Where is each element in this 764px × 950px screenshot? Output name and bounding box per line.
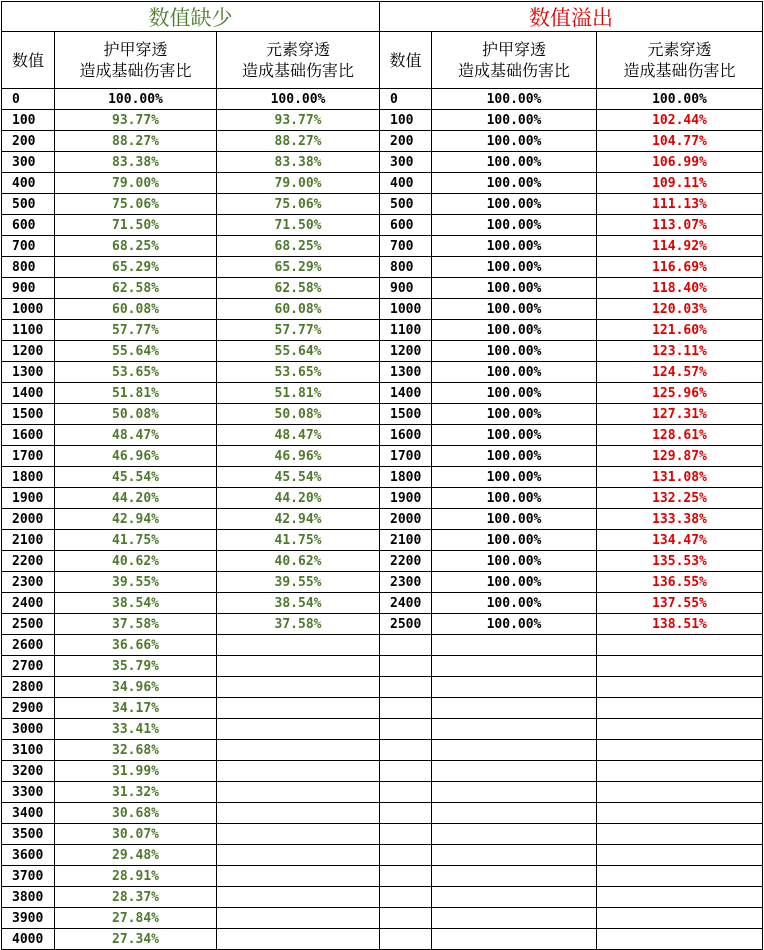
cell-armor-left[interactable]: 31.99% <box>55 761 217 781</box>
table-row <box>1 383 763 404</box>
cell-element-left[interactable]: 79.00% <box>217 173 380 193</box>
cell-value-right[interactable]: 0 <box>380 89 432 109</box>
cell-armor-left[interactable]: 79.00% <box>55 173 217 193</box>
cell-value-right[interactable]: 1600 <box>380 425 432 445</box>
cell-element-right[interactable] <box>597 845 763 865</box>
cell-element-right[interactable]: 138.51% <box>597 614 763 634</box>
cell-element-right[interactable]: 102.44% <box>597 110 763 130</box>
cell-armor-right[interactable] <box>432 782 597 802</box>
cell-value-right[interactable]: 100 <box>380 110 432 130</box>
cell-value-right[interactable]: 2500 <box>380 614 432 634</box>
cell-armor-left[interactable]: 68.25% <box>55 236 217 256</box>
cell-value-left[interactable]: 1400 <box>1 383 55 403</box>
cell-armor-right[interactable] <box>432 803 597 823</box>
cell-value-left[interactable]: 4000 <box>1 929 55 949</box>
table-row <box>1 698 763 719</box>
table-row <box>1 236 763 257</box>
table-row <box>1 509 763 530</box>
cell-value-right[interactable] <box>380 824 432 844</box>
cell-element-left[interactable]: 68.25% <box>217 236 380 256</box>
cell-value-right[interactable]: 200 <box>380 131 432 151</box>
cell-element-right[interactable]: 125.96% <box>597 383 763 403</box>
cell-element-right[interactable]: 133.38% <box>597 509 763 529</box>
cell-value-right[interactable]: 800 <box>380 257 432 277</box>
table-row <box>1 320 763 341</box>
cell-armor-left[interactable]: 31.32% <box>55 782 217 802</box>
cell-value-left[interactable]: 700 <box>1 236 55 256</box>
cell-armor-left[interactable]: 57.77% <box>55 320 217 340</box>
cell-element-left[interactable]: 48.47% <box>217 425 380 445</box>
cell-value-left[interactable]: 2200 <box>1 551 55 571</box>
cell-value-right[interactable] <box>380 635 432 655</box>
cell-value-left[interactable]: 2400 <box>1 593 55 613</box>
cell-armor-left[interactable]: 35.79% <box>55 656 217 676</box>
cell-value-left[interactable]: 3600 <box>1 845 55 865</box>
cell-armor-right[interactable]: 100.00% <box>432 509 597 529</box>
title-row <box>1 1 763 32</box>
cell-armor-right[interactable]: 100.00% <box>432 488 597 508</box>
cell-element-right[interactable] <box>597 761 763 781</box>
cell-value-left[interactable]: 0 <box>1 89 55 109</box>
cell-element-right[interactable] <box>597 887 763 907</box>
cell-element-left[interactable]: 100.00% <box>217 89 380 109</box>
cell-armor-left[interactable]: 83.38% <box>55 152 217 172</box>
table-body <box>1 89 763 950</box>
cell-value-left[interactable]: 3700 <box>1 866 55 886</box>
cell-element-right[interactable]: 131.08% <box>597 467 763 487</box>
cell-element-left[interactable]: 93.77% <box>217 110 380 130</box>
cell-element-left[interactable]: 71.50% <box>217 215 380 235</box>
cell-element-left[interactable] <box>217 719 380 739</box>
cell-armor-left[interactable]: 44.20% <box>55 488 217 508</box>
table-row <box>1 467 763 488</box>
cell-value-left[interactable]: 3300 <box>1 782 55 802</box>
cell-armor-left[interactable]: 41.75% <box>55 530 217 550</box>
cell-element-right[interactable]: 124.57% <box>597 362 763 382</box>
cell-value-right[interactable]: 2000 <box>380 509 432 529</box>
cell-armor-left[interactable]: 29.48% <box>55 845 217 865</box>
cell-armor-right[interactable]: 100.00% <box>432 320 597 340</box>
cell-value-left[interactable]: 2900 <box>1 698 55 718</box>
header-element-left[interactable]: 元素穿透 造成基础伤害比 <box>217 32 380 88</box>
table-row <box>1 593 763 614</box>
cell-value-left[interactable]: 2000 <box>1 509 55 529</box>
penetration-table <box>1 1 763 950</box>
cell-element-left[interactable]: 62.58% <box>217 278 380 298</box>
cell-element-left[interactable] <box>217 656 380 676</box>
cell-value-right[interactable] <box>380 677 432 697</box>
cell-element-right[interactable]: 114.92% <box>597 236 763 256</box>
table-row <box>1 194 763 215</box>
cell-value-left[interactable]: 1500 <box>1 404 55 424</box>
cell-armor-right[interactable]: 100.00% <box>432 89 597 109</box>
cell-value-right[interactable]: 500 <box>380 194 432 214</box>
cell-element-right[interactable] <box>597 908 763 928</box>
cell-element-left[interactable]: 53.65% <box>217 362 380 382</box>
cell-element-right[interactable]: 118.40% <box>597 278 763 298</box>
table-row <box>1 845 763 866</box>
cell-element-left[interactable]: 75.06% <box>217 194 380 214</box>
cell-value-right[interactable] <box>380 740 432 760</box>
header-armor-right[interactable]: 护甲穿透 造成基础伤害比 <box>432 32 597 88</box>
cell-value-left[interactable]: 100 <box>1 110 55 130</box>
cell-armor-left[interactable]: 55.64% <box>55 341 217 361</box>
cell-armor-right[interactable]: 100.00% <box>432 362 597 382</box>
table-row <box>1 719 763 740</box>
cell-armor-right[interactable]: 100.00% <box>432 383 597 403</box>
table-row <box>1 635 763 656</box>
cell-value-left[interactable]: 2700 <box>1 656 55 676</box>
cell-element-left[interactable]: 65.29% <box>217 257 380 277</box>
table-row <box>1 530 763 551</box>
table-row <box>1 761 763 782</box>
cell-armor-right[interactable]: 100.00% <box>432 278 597 298</box>
cell-element-right[interactable] <box>597 929 763 949</box>
cell-value-right[interactable]: 600 <box>380 215 432 235</box>
cell-element-right[interactable] <box>597 740 763 760</box>
cell-element-left[interactable] <box>217 929 380 949</box>
table-row <box>1 404 763 425</box>
table-row <box>1 131 763 152</box>
cell-value-right[interactable] <box>380 698 432 718</box>
cell-value-left[interactable]: 2300 <box>1 572 55 592</box>
cell-value-right[interactable]: 1800 <box>380 467 432 487</box>
cell-element-left[interactable]: 41.75% <box>217 530 380 550</box>
cell-value-right[interactable] <box>380 845 432 865</box>
table-row <box>1 362 763 383</box>
cell-element-left[interactable] <box>217 635 380 655</box>
cell-element-left[interactable] <box>217 908 380 928</box>
cell-element-right[interactable]: 104.77% <box>597 131 763 151</box>
cell-value-left[interactable]: 2800 <box>1 677 55 697</box>
cell-armor-left[interactable]: 45.54% <box>55 467 217 487</box>
cell-armor-right[interactable] <box>432 824 597 844</box>
cell-value-left[interactable]: 300 <box>1 152 55 172</box>
cell-armor-right[interactable]: 100.00% <box>432 467 597 487</box>
cell-element-right[interactable] <box>597 635 763 655</box>
cell-value-right[interactable]: 2300 <box>380 572 432 592</box>
cell-armor-right[interactable]: 100.00% <box>432 593 597 613</box>
cell-element-right[interactable]: 128.61% <box>597 425 763 445</box>
cell-armor-right[interactable]: 100.00% <box>432 110 597 130</box>
cell-armor-left[interactable]: 28.91% <box>55 866 217 886</box>
cell-value-right[interactable] <box>380 761 432 781</box>
cell-element-left[interactable]: 55.64% <box>217 341 380 361</box>
cell-armor-right[interactable]: 100.00% <box>432 173 597 193</box>
cell-armor-left[interactable]: 50.08% <box>55 404 217 424</box>
table-row <box>1 173 763 194</box>
cell-armor-right[interactable]: 100.00% <box>432 404 597 424</box>
table-row <box>1 866 763 887</box>
table-row <box>1 929 763 950</box>
table-row <box>1 446 763 467</box>
cell-armor-right[interactable] <box>432 740 597 760</box>
cell-value-left[interactable]: 400 <box>1 173 55 193</box>
cell-value-right[interactable]: 2200 <box>380 551 432 571</box>
cell-armor-left[interactable]: 46.96% <box>55 446 217 466</box>
cell-armor-left[interactable]: 34.96% <box>55 677 217 697</box>
cell-armor-left[interactable]: 48.47% <box>55 425 217 445</box>
cell-value-right[interactable]: 1000 <box>380 299 432 319</box>
cell-value-right[interactable] <box>380 803 432 823</box>
cell-armor-left[interactable]: 40.62% <box>55 551 217 571</box>
cell-value-left[interactable]: 1600 <box>1 425 55 445</box>
cell-element-right[interactable]: 109.11% <box>597 173 763 193</box>
cell-armor-left[interactable]: 32.68% <box>55 740 217 760</box>
cell-element-right[interactable]: 127.31% <box>597 404 763 424</box>
cell-armor-right[interactable]: 100.00% <box>432 299 597 319</box>
cell-element-right[interactable] <box>597 803 763 823</box>
cell-armor-left[interactable]: 33.41% <box>55 719 217 739</box>
table-row <box>1 824 763 845</box>
cell-value-left[interactable]: 900 <box>1 278 55 298</box>
cell-element-left[interactable]: 38.54% <box>217 593 380 613</box>
cell-armor-right[interactable]: 100.00% <box>432 152 597 172</box>
cell-armor-right[interactable] <box>432 677 597 697</box>
cell-element-left[interactable] <box>217 887 380 907</box>
cell-armor-left[interactable]: 75.06% <box>55 194 217 214</box>
cell-element-left[interactable] <box>217 677 380 697</box>
cell-value-right[interactable]: 900 <box>380 278 432 298</box>
table-row <box>1 656 763 677</box>
cell-armor-right[interactable] <box>432 719 597 739</box>
cell-value-right[interactable]: 1200 <box>380 341 432 361</box>
cell-element-left[interactable]: 42.94% <box>217 509 380 529</box>
cell-element-right[interactable]: 135.53% <box>597 551 763 571</box>
cell-value-left[interactable]: 1300 <box>1 362 55 382</box>
table-row <box>1 341 763 362</box>
cell-armor-right[interactable] <box>432 656 597 676</box>
cell-value-right[interactable]: 1100 <box>380 320 432 340</box>
cell-element-left[interactable]: 88.27% <box>217 131 380 151</box>
cell-value-right[interactable]: 1900 <box>380 488 432 508</box>
cell-value-left[interactable]: 600 <box>1 215 55 235</box>
cell-value-right[interactable] <box>380 782 432 802</box>
cell-armor-right[interactable] <box>432 887 597 907</box>
cell-value-left[interactable]: 3400 <box>1 803 55 823</box>
table-row <box>1 278 763 299</box>
table-row <box>1 908 763 929</box>
cell-element-right[interactable]: 116.69% <box>597 257 763 277</box>
cell-element-right[interactable]: 100.00% <box>597 89 763 109</box>
cell-element-right[interactable]: 111.13% <box>597 194 763 214</box>
cell-armor-left[interactable]: 65.29% <box>55 257 217 277</box>
cell-value-left[interactable]: 1100 <box>1 320 55 340</box>
cell-element-left[interactable]: 83.38% <box>217 152 380 172</box>
cell-element-left[interactable] <box>217 824 380 844</box>
cell-armor-right[interactable] <box>432 761 597 781</box>
cell-value-left[interactable]: 1800 <box>1 467 55 487</box>
cell-armor-right[interactable]: 100.00% <box>432 425 597 445</box>
overflow-title[interactable]: 数值溢出 <box>380 2 763 31</box>
table-row <box>1 551 763 572</box>
cell-element-left[interactable] <box>217 761 380 781</box>
cell-element-right[interactable]: 129.87% <box>597 446 763 466</box>
cell-armor-left[interactable]: 38.54% <box>55 593 217 613</box>
cell-value-left[interactable]: 2500 <box>1 614 55 634</box>
table-row <box>1 89 763 110</box>
cell-value-right[interactable]: 2400 <box>380 593 432 613</box>
cell-value-left[interactable]: 3000 <box>1 719 55 739</box>
cell-armor-right[interactable]: 100.00% <box>432 446 597 466</box>
cell-value-right[interactable]: 1700 <box>380 446 432 466</box>
cell-armor-right[interactable]: 100.00% <box>432 236 597 256</box>
cell-element-left[interactable] <box>217 740 380 760</box>
cell-element-left[interactable] <box>217 866 380 886</box>
cell-value-right[interactable]: 1500 <box>380 404 432 424</box>
cell-value-right[interactable]: 300 <box>380 152 432 172</box>
cell-armor-right[interactable]: 100.00% <box>432 257 597 277</box>
cell-armor-right[interactable]: 100.00% <box>432 551 597 571</box>
cell-element-right[interactable]: 123.11% <box>597 341 763 361</box>
cell-value-left[interactable]: 2100 <box>1 530 55 550</box>
cell-element-right[interactable]: 106.99% <box>597 152 763 172</box>
cell-element-left[interactable] <box>217 845 380 865</box>
cell-armor-left[interactable]: 28.37% <box>55 887 217 907</box>
cell-element-left[interactable]: 44.20% <box>217 488 380 508</box>
table-row <box>1 887 763 908</box>
table-row <box>1 572 763 593</box>
table-row <box>1 488 763 509</box>
cell-armor-right[interactable]: 100.00% <box>432 572 597 592</box>
header-value-right[interactable]: 数值 <box>380 32 432 88</box>
cell-value-left[interactable]: 3200 <box>1 761 55 781</box>
cell-value-left[interactable]: 3800 <box>1 887 55 907</box>
cell-value-left[interactable]: 1200 <box>1 341 55 361</box>
cell-armor-left[interactable]: 100.00% <box>55 89 217 109</box>
cell-value-right[interactable] <box>380 929 432 949</box>
cell-value-left[interactable]: 3900 <box>1 908 55 928</box>
deficit-title[interactable]: 数值缺少 <box>1 2 380 31</box>
cell-armor-right[interactable] <box>432 929 597 949</box>
cell-value-left[interactable]: 1700 <box>1 446 55 466</box>
cell-value-right[interactable] <box>380 908 432 928</box>
cell-armor-left[interactable]: 60.08% <box>55 299 217 319</box>
cell-armor-right[interactable]: 100.00% <box>432 614 597 634</box>
table-row <box>1 215 763 236</box>
cell-element-right[interactable] <box>597 824 763 844</box>
header-value-left[interactable]: 数值 <box>1 32 55 88</box>
table-row <box>1 803 763 824</box>
cell-armor-right[interactable]: 100.00% <box>432 341 597 361</box>
cell-value-left[interactable]: 200 <box>1 131 55 151</box>
table-row <box>1 677 763 698</box>
table-row <box>1 110 763 131</box>
cell-element-right[interactable] <box>597 677 763 697</box>
cell-armor-left[interactable]: 93.77% <box>55 110 217 130</box>
cell-armor-left[interactable]: 42.94% <box>55 509 217 529</box>
cell-value-left[interactable]: 2600 <box>1 635 55 655</box>
cell-value-right[interactable]: 1400 <box>380 383 432 403</box>
cell-element-right[interactable] <box>597 698 763 718</box>
cell-element-left[interactable]: 46.96% <box>217 446 380 466</box>
cell-armor-right[interactable] <box>432 635 597 655</box>
table-row <box>1 152 763 173</box>
cell-armor-left[interactable]: 53.65% <box>55 362 217 382</box>
table-row <box>1 257 763 278</box>
cell-value-right[interactable]: 1300 <box>380 362 432 382</box>
cell-element-left[interactable]: 45.54% <box>217 467 380 487</box>
table-row <box>1 614 763 635</box>
cell-armor-left[interactable]: 71.50% <box>55 215 217 235</box>
cell-value-right[interactable]: 700 <box>380 236 432 256</box>
cell-element-right[interactable] <box>597 719 763 739</box>
cell-element-left[interactable]: 50.08% <box>217 404 380 424</box>
cell-value-right[interactable] <box>380 719 432 739</box>
cell-armor-left[interactable]: 27.34% <box>55 929 217 949</box>
cell-element-right[interactable]: 136.55% <box>597 572 763 592</box>
cell-element-right[interactable]: 137.55% <box>597 593 763 613</box>
cell-element-right[interactable]: 132.25% <box>597 488 763 508</box>
cell-element-left[interactable]: 39.55% <box>217 572 380 592</box>
cell-armor-right[interactable]: 100.00% <box>432 194 597 214</box>
cell-value-right[interactable] <box>380 887 432 907</box>
header-row <box>1 32 763 89</box>
cell-armor-right[interactable] <box>432 698 597 718</box>
table-row <box>1 740 763 761</box>
cell-element-right[interactable]: 121.60% <box>597 320 763 340</box>
cell-armor-right[interactable] <box>432 866 597 886</box>
cell-value-left[interactable]: 1000 <box>1 299 55 319</box>
cell-value-left[interactable]: 800 <box>1 257 55 277</box>
cell-value-right[interactable] <box>380 656 432 676</box>
cell-element-left[interactable] <box>217 803 380 823</box>
cell-armor-left[interactable]: 88.27% <box>55 131 217 151</box>
cell-element-left[interactable]: 51.81% <box>217 383 380 403</box>
cell-element-left[interactable] <box>217 782 380 802</box>
cell-armor-left[interactable]: 51.81% <box>55 383 217 403</box>
cell-value-right[interactable]: 2100 <box>380 530 432 550</box>
cell-element-right[interactable]: 134.47% <box>597 530 763 550</box>
cell-value-left[interactable]: 1900 <box>1 488 55 508</box>
cell-element-left[interactable]: 40.62% <box>217 551 380 571</box>
cell-element-left[interactable]: 60.08% <box>217 299 380 319</box>
cell-element-right[interactable]: 113.07% <box>597 215 763 235</box>
cell-armor-left[interactable]: 36.66% <box>55 635 217 655</box>
table-row <box>1 782 763 803</box>
cell-element-right[interactable]: 120.03% <box>597 299 763 319</box>
header-armor-left[interactable]: 护甲穿透 造成基础伤害比 <box>55 32 217 88</box>
cell-element-right[interactable] <box>597 656 763 676</box>
cell-value-left[interactable]: 500 <box>1 194 55 214</box>
cell-element-left[interactable] <box>217 698 380 718</box>
cell-armor-right[interactable]: 100.00% <box>432 530 597 550</box>
cell-armor-left[interactable]: 30.07% <box>55 824 217 844</box>
cell-element-left[interactable]: 57.77% <box>217 320 380 340</box>
header-element-right[interactable]: 元素穿透 造成基础伤害比 <box>597 32 763 88</box>
cell-armor-right[interactable] <box>432 908 597 928</box>
cell-armor-left[interactable]: 30.68% <box>55 803 217 823</box>
cell-value-left[interactable]: 3500 <box>1 824 55 844</box>
cell-armor-right[interactable]: 100.00% <box>432 131 597 151</box>
table-row <box>1 425 763 446</box>
cell-armor-right[interactable] <box>432 845 597 865</box>
cell-armor-left[interactable]: 39.55% <box>55 572 217 592</box>
table-row <box>1 299 763 320</box>
cell-armor-left[interactable]: 34.17% <box>55 698 217 718</box>
cell-value-right[interactable]: 400 <box>380 173 432 193</box>
cell-element-right[interactable] <box>597 782 763 802</box>
cell-armor-left[interactable]: 37.58% <box>55 614 217 634</box>
cell-armor-left[interactable]: 62.58% <box>55 278 217 298</box>
cell-value-right[interactable] <box>380 866 432 886</box>
cell-value-left[interactable]: 3100 <box>1 740 55 760</box>
cell-element-right[interactable] <box>597 866 763 886</box>
cell-element-left[interactable]: 37.58% <box>217 614 380 634</box>
cell-armor-left[interactable]: 27.84% <box>55 908 217 928</box>
cell-armor-right[interactable]: 100.00% <box>432 215 597 235</box>
